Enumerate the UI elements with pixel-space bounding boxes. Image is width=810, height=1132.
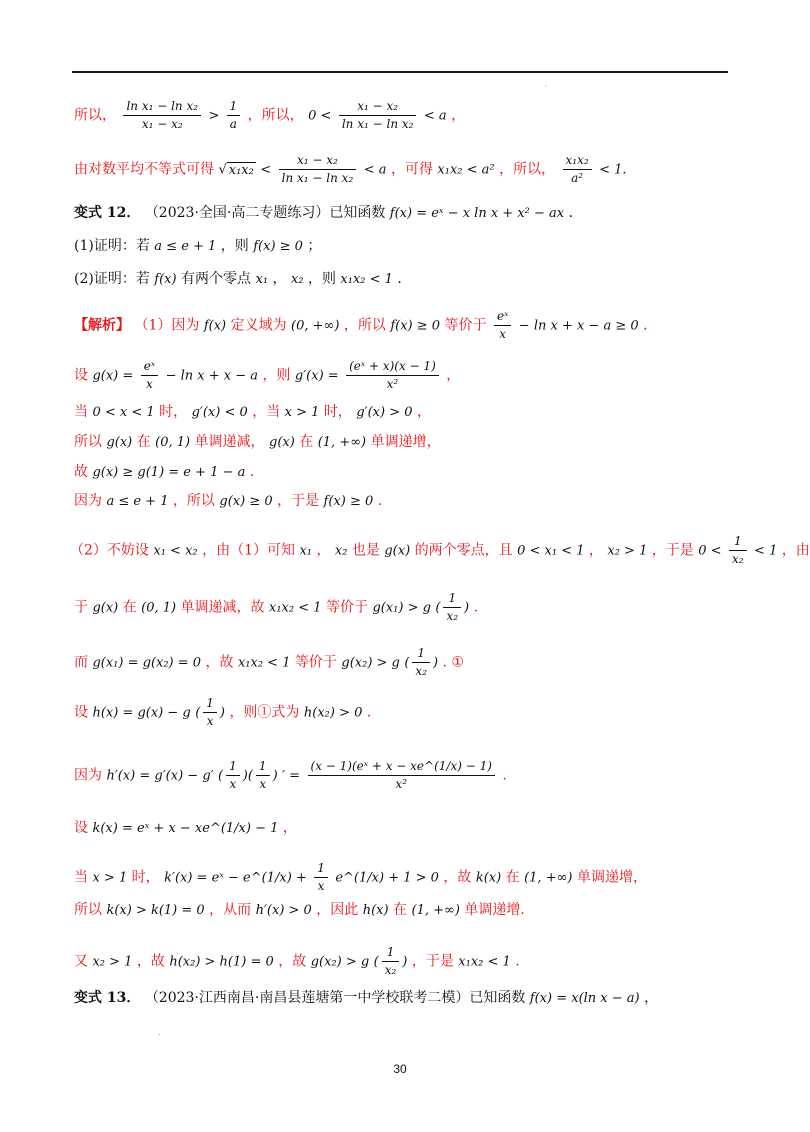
text: ，当: [252, 404, 281, 420]
math: 0 <: [308, 108, 332, 124]
line-9: [74, 432, 441, 453]
math: g(x) =: [92, 368, 134, 384]
text: .: [502, 767, 507, 784]
page-number: 30: [393, 1062, 407, 1076]
text: 所以: [74, 434, 102, 450]
math: f(x) = eˣ − x ln x + x² − ax: [389, 206, 565, 221]
math: 0 < x < 1: [92, 405, 155, 420]
math: h′(x) > 0: [255, 903, 312, 918]
text: 时，: [131, 869, 160, 886]
text: 故: [74, 464, 88, 480]
text: ．: [568, 205, 583, 221]
text: ，故: [443, 869, 472, 886]
text: 单调递减，: [194, 434, 265, 450]
text: ，所以，: [499, 161, 556, 178]
math: x > 1: [284, 405, 320, 420]
text: （1）因为: [134, 317, 200, 334]
text: 当: [74, 404, 88, 420]
math: g′(x) < 0: [191, 405, 248, 420]
text: ，于是: [277, 493, 320, 509]
stray-mark: ′: [545, 84, 547, 93]
fraction: $\frac{1}{\text{x₂}}$: [443, 590, 461, 625]
math: g(x) ≥ g(1) = e + 1 − a: [92, 465, 246, 480]
math: (0, +∞): [291, 318, 340, 334]
math: h(x₂) > 0: [303, 705, 363, 721]
text: ．: [366, 704, 381, 721]
analysis-tag: 【解析】: [74, 317, 130, 334]
text: ，故: [205, 654, 234, 671]
math: f(x): [154, 272, 177, 287]
text: ，由: [781, 542, 810, 559]
fraction: $\frac{\text{ln x₁ − ln x₂}}{\text{x₁ − x₂}}$: [123, 98, 201, 133]
paren: ): [464, 600, 470, 616]
math: f(x) = x(ln x − a): [529, 991, 640, 1006]
math: < 1: [754, 543, 778, 559]
math: (1, +∞): [317, 435, 367, 450]
math: g(x₂) > g: [341, 655, 400, 671]
line-2: [74, 152, 627, 187]
paren: ): [433, 655, 439, 671]
fraction: $\frac{\text{(eˣ + x)(x − 1)}}{\text{x²}}$: [346, 358, 439, 393]
math: ′ =: [282, 768, 301, 784]
math: < a: [423, 108, 447, 124]
stray-mark: .: [158, 1028, 161, 1037]
text: 于: [74, 599, 88, 616]
math: g′(x) > 0: [356, 405, 413, 420]
sqrt-expr: √ x₁x₂: [218, 162, 254, 178]
paren: (: [218, 768, 224, 784]
text: .: [473, 599, 479, 616]
math: < 1.: [599, 162, 627, 178]
math: (0, 1): [155, 435, 191, 450]
text: 设: [74, 367, 88, 384]
math: g′(x) =: [294, 368, 339, 384]
text: 单调递增.: [464, 902, 525, 918]
text: 定义域为: [230, 317, 287, 334]
math: g(x): [269, 435, 295, 450]
text: （2）不妨设: [70, 542, 149, 559]
math: x₁x₂ < 1: [237, 655, 291, 671]
math: x > 1: [92, 870, 128, 886]
text: 也是: [351, 542, 380, 559]
text: ，从而: [209, 902, 252, 918]
line-6: [74, 308, 657, 343]
text: ，所以，: [247, 107, 304, 124]
text: . ①: [442, 654, 464, 671]
text: ，于是: [411, 953, 454, 970]
text: （2023·江西南昌·南昌县莲塘第一中学校联考二模）已知函数: [144, 990, 526, 1006]
text: ，故: [278, 953, 307, 970]
text: ，由（1）可知: [202, 542, 295, 559]
fraction: $\frac{1}{\text{x₂}}$: [412, 645, 430, 680]
text: ，则: [220, 238, 249, 254]
fraction: $\frac{\text{eˣ}}{x}$: [494, 308, 511, 343]
math: x₂: [290, 272, 304, 287]
paren: )(: [242, 768, 253, 784]
line-13: [74, 590, 478, 625]
text: (2)证明：若: [74, 271, 150, 287]
line-18: [74, 860, 647, 895]
math: k′(x) = eˣ − e^(1/x) +: [164, 870, 307, 886]
math: g(x₁) > g: [372, 600, 431, 616]
fraction: $\frac{1}{x}$: [314, 860, 328, 895]
line-4: [74, 236, 321, 257]
text: 因为: [74, 493, 102, 509]
math: h(x₂) > h(1) = 0: [169, 954, 274, 970]
math: e^(1/x) + 1 > 0: [335, 870, 439, 886]
math: a ≤ e + 1: [154, 239, 217, 254]
math: x₂ > 1: [92, 954, 133, 970]
paren: (: [404, 655, 410, 671]
text: .: [377, 493, 383, 509]
math: <: [260, 162, 272, 178]
text: ．: [249, 464, 264, 480]
math: a ≤ e + 1: [106, 494, 169, 509]
text: ，所以: [172, 493, 215, 509]
text: ，: [272, 271, 287, 287]
text: 时，: [159, 404, 188, 420]
text: ，则: [307, 271, 336, 287]
text: ，则: [262, 367, 291, 384]
text: 的两个零点，且: [414, 542, 513, 559]
text: 单调递增，: [370, 434, 441, 450]
text: ，: [416, 404, 431, 420]
math: g(x) ≥ 0: [219, 494, 273, 509]
math: x₂: [334, 543, 348, 559]
text: ，: [451, 107, 466, 124]
text: 在: [393, 902, 408, 918]
text: （2023·全国·高二专题练习）已知函数: [144, 205, 386, 221]
math: h(x): [362, 903, 389, 918]
problem-number: 变式 12．: [74, 205, 141, 221]
text: ，所以: [343, 317, 386, 334]
text: ，: [282, 820, 297, 836]
text: 单调递增，: [576, 869, 647, 886]
math: f(x) ≥ 0: [390, 318, 441, 334]
paren: ): [402, 954, 408, 970]
text: 在: [299, 434, 314, 450]
text: 所以，: [74, 107, 116, 124]
fraction: $\frac{\text{(x − 1)(eˣ + x − xe\textasciicircum{}(1/x) − 1)}}{\text{x²}}$: [308, 758, 495, 793]
line-1: [74, 98, 465, 133]
fraction: $\frac{\text{x₁x₂}}{\text{a²}}$: [563, 152, 592, 187]
math: x₂ > 1: [607, 543, 648, 559]
text: ；: [307, 238, 322, 254]
text: 而: [74, 654, 88, 671]
text: ，可得: [390, 161, 433, 178]
math: (1, +∞): [524, 870, 573, 886]
math: g(x): [384, 543, 411, 559]
text: ．: [397, 271, 412, 287]
paren: ): [219, 705, 225, 721]
math: x₁: [299, 543, 312, 559]
line-19: [74, 900, 525, 921]
text: 由对数平均不等式可得: [74, 161, 214, 178]
fraction: $\frac{1}{\text{x₂}}$: [382, 944, 400, 979]
math: k(x) > k(1) = 0: [106, 903, 205, 918]
text: ，: [588, 542, 603, 559]
math: < a: [363, 162, 387, 178]
fraction: $\frac{1}{a}$: [227, 98, 241, 133]
text: ，则①式为: [229, 704, 300, 721]
fraction: $\frac{\text{x₁ − x₂}}{\text{ln x₁ − ln x₂}}$: [279, 152, 357, 187]
math: x₁: [255, 272, 269, 287]
text: 因为: [74, 767, 102, 784]
math: k(x): [475, 870, 502, 886]
text: 有两个零点: [181, 271, 252, 287]
text: 等价于: [294, 654, 337, 671]
paren: (: [195, 705, 201, 721]
text: 在: [136, 434, 151, 450]
math: 0 <: [698, 543, 722, 559]
math: k(x) = eˣ + x − xe^(1/x) − 1: [92, 821, 279, 836]
text: 又: [74, 953, 88, 970]
math: x₁x₂ < a²: [437, 162, 495, 178]
math: g(x): [106, 435, 133, 450]
line-15: [74, 695, 381, 730]
text: 设: [74, 704, 88, 721]
math: − ln x + x − a: [165, 368, 258, 384]
math: >: [208, 108, 224, 124]
line-5: [74, 269, 411, 290]
text: ，因此: [316, 902, 359, 918]
text: 当: [74, 869, 88, 886]
text: 设: [74, 820, 88, 836]
fraction: $\frac{1}{\text{x₂}}$: [729, 533, 747, 568]
fraction: $\frac{\text{x₁ − x₂}}{\text{ln x₁ − ln x₂}}$: [339, 98, 417, 133]
math: (1, +∞): [411, 903, 460, 918]
line-10: [74, 462, 264, 483]
line-8: [74, 402, 431, 423]
math: h′(x) = g′(x) − g′: [106, 768, 214, 784]
math: f(x): [203, 318, 227, 334]
text: ，: [446, 367, 461, 384]
problem-number: 变式 13．: [74, 990, 141, 1006]
text: 等价于: [325, 599, 368, 616]
problem-title-12: [74, 203, 583, 224]
math: g(x): [92, 600, 119, 616]
text: ，: [644, 990, 659, 1006]
math: (0, 1): [141, 600, 177, 616]
header-rule: [72, 71, 728, 73]
fraction: $\frac{1}{x}$: [226, 758, 240, 793]
paren: ): [272, 768, 278, 784]
line-17: [74, 818, 297, 839]
line-7: [74, 358, 460, 393]
paren: (: [435, 600, 441, 616]
line-12: [70, 533, 810, 568]
paren: (: [373, 954, 379, 970]
fraction: $\frac{1}{x}$: [256, 758, 270, 793]
text: 时，: [323, 404, 352, 420]
problem-title-13: [74, 988, 658, 1009]
math: 0 < x₁ < 1: [517, 543, 585, 559]
text: ，于是: [651, 542, 694, 559]
math: g(x₁) = g(x₂) = 0: [92, 655, 202, 671]
line-11: [74, 491, 382, 512]
math: x₁x₂ < 1: [340, 272, 393, 287]
text: 所以: [74, 902, 102, 918]
math: g(x₂) > g: [310, 954, 370, 970]
math: x₁x₂ < 1: [269, 600, 322, 616]
text: 单调递减，故: [180, 599, 265, 616]
math: h(x) = g(x) − g: [92, 705, 191, 721]
text: 在: [122, 599, 137, 616]
math: x₁ < x₂: [153, 543, 198, 559]
math: f(x) ≥ 0: [253, 239, 303, 254]
math: f(x) ≥ 0: [323, 494, 374, 509]
text: ，故: [136, 953, 165, 970]
math: x₁x₂ < 1: [458, 954, 511, 970]
fraction: $\frac{\text{eˣ}}{x}$: [141, 358, 158, 393]
math: − ln x + x − a ≥ 0: [518, 318, 639, 334]
line-20: [74, 944, 520, 979]
text: (1)证明：若: [74, 238, 150, 254]
fraction: $\frac{1}{x}$: [203, 695, 217, 730]
line-16: [74, 758, 507, 793]
line-14: [74, 645, 464, 680]
text: .: [515, 953, 520, 970]
text: 在: [505, 869, 520, 886]
text: 等价于: [444, 317, 487, 334]
text: ，: [316, 542, 331, 559]
text: ．: [643, 317, 658, 334]
